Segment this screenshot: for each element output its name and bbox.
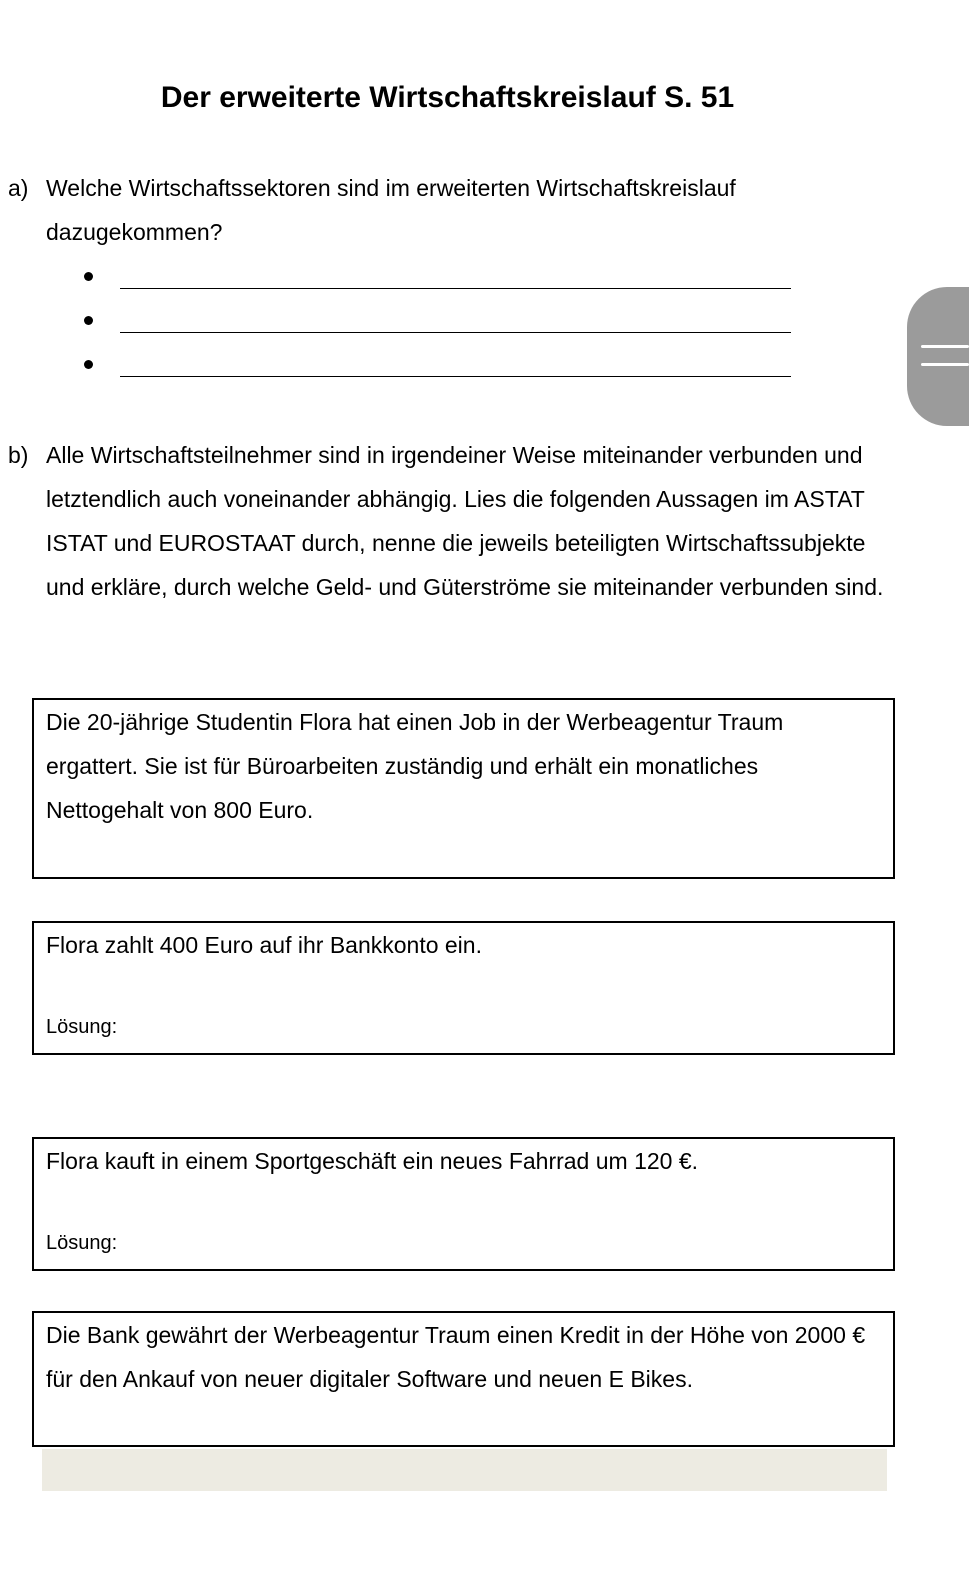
task-a [8, 166, 898, 254]
bullet-icon [84, 360, 93, 369]
side-panel-handle[interactable] [907, 287, 969, 426]
footer-strip [42, 1449, 887, 1491]
statement-box [32, 698, 895, 879]
task-a-marker: a) [8, 175, 29, 201]
task-b-question: Alle Wirtschaftsteilnehmer sind in irgendeiner Weise miteinander verbunden und letztendlich auch voneinander abhängig. Lies die folgenden Aussagen im ASTAT ISTAT und EUROSTAAT durch, nenne die jeweils beteiligten Wirtschaftssubjekte und erkläre, durch welche Geld- und Güterströme sie miteinander verbunden sind. [46, 442, 884, 600]
bullet-icon [84, 272, 93, 281]
blank-line [120, 332, 791, 333]
answer-line[interactable] [84, 302, 804, 346]
drag-handle-icon [921, 363, 969, 366]
statement-text: Flora zahlt 400 Euro auf ihr Bankkonto ein. [46, 932, 482, 958]
statement-box [32, 1137, 895, 1271]
task-b-marker: b) [8, 442, 29, 468]
answer-list [84, 258, 804, 390]
statement-box [32, 921, 895, 1055]
task-b [8, 433, 898, 609]
page-title: Der erweiterte Wirtschaftskreislauf S. 51 [160, 81, 735, 114]
statement-text: Die 20-jährige Studentin Flora hat einen Job in der Werbeagentur Traum ergattert. Sie ist für Büroarbeiten zuständig und erhält ein monatliches Nettogehalt von 800 Euro. [46, 709, 784, 823]
answer-line[interactable] [84, 346, 804, 390]
bullet-icon [84, 316, 93, 325]
answer-line[interactable] [84, 258, 804, 302]
blank-line [120, 288, 791, 289]
statement-box [32, 1311, 895, 1447]
task-a-question: Welche Wirtschaftssektoren sind im erweiterten Wirtschaftskreislauf dazugekommen? [46, 175, 736, 245]
blank-line [120, 376, 791, 377]
solution-label: Lösung: [46, 1016, 118, 1038]
solution-label: Lösung: [46, 1232, 118, 1254]
statement-text: Die Bank gewährt der Werbeagentur Traum einen Kredit in der Höhe von 2000 € für den Ankauf von neuer digitaler Software und neuen E Bikes. [46, 1322, 866, 1392]
statement-text: Flora kauft in einem Sportgeschäft ein neues Fahrrad um 120 €. [46, 1148, 699, 1174]
drag-handle-icon [921, 345, 969, 348]
